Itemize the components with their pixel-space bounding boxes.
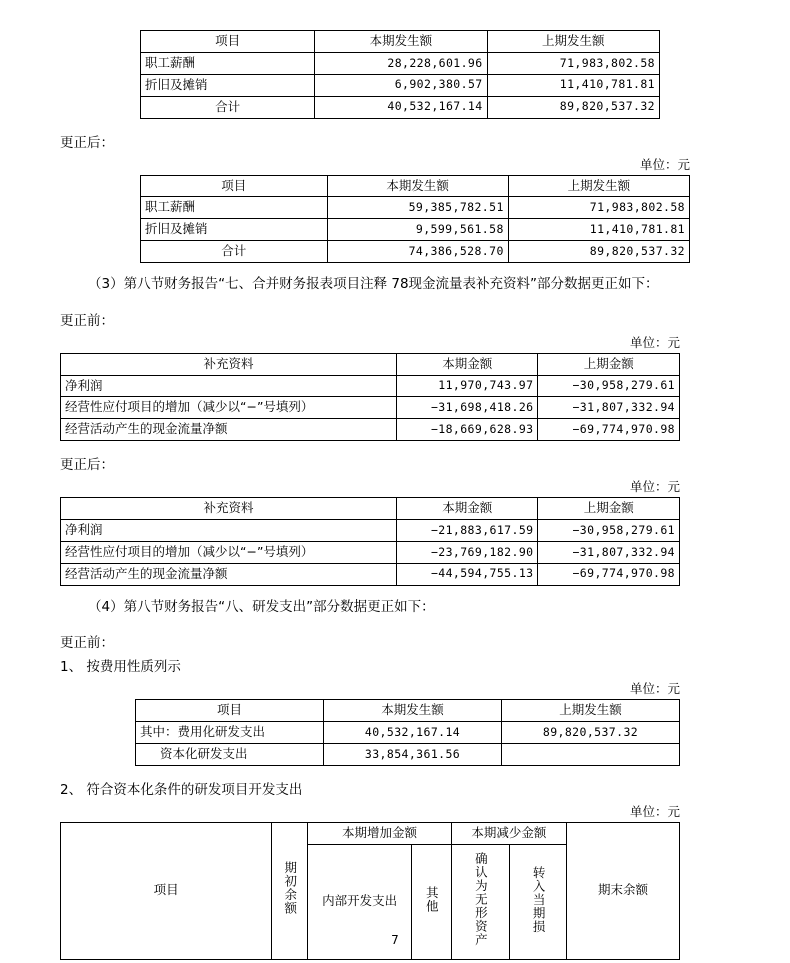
table-wrapper-1 bbox=[140, 30, 660, 119]
cell-value: −69,774,970.98 bbox=[538, 563, 680, 585]
row-label: 净利润 bbox=[61, 520, 397, 542]
column-header: 上期发生额 bbox=[487, 31, 659, 53]
column-header: 本期金额 bbox=[396, 498, 538, 520]
after-correction-label-1: 更正后： bbox=[60, 134, 114, 151]
cell-value: −21,883,617.59 bbox=[396, 520, 538, 542]
row-label: 合计 bbox=[141, 96, 315, 118]
cell-value: 11,410,781.81 bbox=[508, 219, 689, 241]
cell-value: −31,807,332.94 bbox=[538, 541, 680, 563]
cell-value: 89,820,537.32 bbox=[502, 722, 680, 744]
table-row bbox=[61, 419, 680, 441]
column-header: 项目 bbox=[136, 700, 324, 722]
subcolumn-internal-development: 内部开发支出 bbox=[308, 844, 412, 959]
table-header-row bbox=[141, 31, 660, 53]
row-label: 经营活动产生的现金流量净额 bbox=[61, 419, 397, 441]
row-label: 经营性应付项目的增加（减少以“−”号填列） bbox=[61, 541, 397, 563]
cell-value: 11,410,781.81 bbox=[487, 74, 659, 96]
column-header-decrease: 本期减少金额 bbox=[451, 822, 566, 844]
data-table-2 bbox=[140, 175, 690, 264]
column-header-ending-balance: 期末余额 bbox=[567, 822, 680, 959]
table-header-row bbox=[141, 175, 690, 197]
table-row bbox=[141, 219, 690, 241]
row-label: 职工薪酬 bbox=[141, 197, 328, 219]
cell-value: −30,958,279.61 bbox=[538, 520, 680, 542]
cell-value: −30,958,279.61 bbox=[538, 375, 680, 397]
cell-value bbox=[502, 744, 680, 766]
column-header: 项目 bbox=[141, 175, 328, 197]
table-row bbox=[141, 96, 660, 118]
cell-value: 71,983,802.58 bbox=[508, 197, 689, 219]
unit-label-4: 单位：元 bbox=[629, 479, 680, 495]
row-label: 经营性应付项目的增加（减少以“−”号填列） bbox=[61, 397, 397, 419]
table-row bbox=[141, 197, 690, 219]
table-header-row bbox=[61, 498, 680, 520]
cell-value: 6,902,380.57 bbox=[315, 74, 487, 96]
vertical-text: 其他 bbox=[424, 885, 440, 913]
paragraph-4: （4）第八节财务报告“八、研发支出”部分数据更正如下： bbox=[88, 598, 435, 615]
before-correction-label-3: 更正前： bbox=[60, 635, 114, 652]
data-table-4 bbox=[60, 497, 680, 586]
vertical-text: 期初余额 bbox=[282, 861, 298, 916]
table-wrapper-5 bbox=[135, 699, 680, 766]
subsection-2: 2、 符合资本化条件的研发项目开发支出 bbox=[60, 781, 303, 798]
row-label: 折旧及摊销 bbox=[141, 219, 328, 241]
cell-value: 28,228,601.96 bbox=[315, 52, 487, 74]
column-header: 上期发生额 bbox=[502, 700, 680, 722]
table-row bbox=[141, 241, 690, 263]
data-table-3 bbox=[60, 353, 680, 442]
vertical-text: 确认为无形资产 bbox=[473, 852, 489, 947]
table-header-row bbox=[136, 700, 680, 722]
cell-value: −31,698,418.26 bbox=[396, 397, 538, 419]
table-row bbox=[141, 52, 660, 74]
column-header: 本期发生额 bbox=[324, 700, 502, 722]
row-label: 合计 bbox=[141, 241, 328, 263]
row-label: 净利润 bbox=[61, 375, 397, 397]
table-row bbox=[136, 744, 680, 766]
column-header: 上期发生额 bbox=[508, 175, 689, 197]
row-label: 职工薪酬 bbox=[141, 52, 315, 74]
cell-value: −69,774,970.98 bbox=[538, 419, 680, 441]
row-label: 折旧及摊销 bbox=[141, 74, 315, 96]
row-label: 其中：费用化研发支出 bbox=[136, 722, 324, 744]
unit-label-2: 单位：元 bbox=[639, 156, 690, 172]
cell-value: 40,532,167.14 bbox=[324, 722, 502, 744]
cell-value: 89,820,537.32 bbox=[508, 241, 689, 263]
column-header: 本期金额 bbox=[396, 353, 538, 375]
after-correction-label-2: 更正后： bbox=[60, 457, 114, 474]
column-header: 上期金额 bbox=[538, 353, 680, 375]
row-label: 经营活动产生的现金流量净额 bbox=[61, 563, 397, 585]
table-wrapper-2 bbox=[140, 175, 690, 264]
data-table-1 bbox=[140, 30, 660, 119]
column-header-increase: 本期增加金额 bbox=[308, 822, 451, 844]
cell-value: 74,386,528.70 bbox=[327, 241, 508, 263]
subsection-1: 1、 按费用性质列示 bbox=[60, 659, 181, 676]
column-header: 本期发生额 bbox=[327, 175, 508, 197]
cell-value: 89,820,537.32 bbox=[487, 96, 659, 118]
paragraph-3: （3）第八节财务报告“七、合并财务报表项目注释 78现金流量表补充资料”部分数据更正如下： bbox=[88, 276, 659, 292]
table-row bbox=[61, 397, 680, 419]
column-header: 上期金额 bbox=[538, 498, 680, 520]
table-wrapper-4 bbox=[60, 497, 680, 586]
column-header: 本期发生额 bbox=[315, 31, 487, 53]
cell-value: −18,669,628.93 bbox=[396, 419, 538, 441]
table-header-row bbox=[61, 822, 680, 844]
column-header: 项目 bbox=[141, 31, 315, 53]
table-row bbox=[141, 74, 660, 96]
vertical-text: 转入当期损 bbox=[531, 865, 547, 934]
data-table-5 bbox=[135, 699, 680, 766]
cell-value: 71,983,802.58 bbox=[487, 52, 659, 74]
cell-value: −23,769,182.90 bbox=[396, 541, 538, 563]
cell-value: 40,532,167.14 bbox=[315, 96, 487, 118]
column-header-item: 项目 bbox=[61, 822, 272, 959]
table-row bbox=[61, 541, 680, 563]
table-row bbox=[136, 722, 680, 744]
table-row bbox=[61, 375, 680, 397]
table-row bbox=[61, 520, 680, 542]
cell-value: 11,970,743.97 bbox=[396, 375, 538, 397]
before-correction-label-2: 更正前： bbox=[60, 312, 114, 329]
cell-value: 59,385,782.51 bbox=[327, 197, 508, 219]
cell-value: 33,854,361.56 bbox=[324, 744, 502, 766]
cell-value: −31,807,332.94 bbox=[538, 397, 680, 419]
cell-value: −44,594,755.13 bbox=[396, 563, 538, 585]
table-wrapper-3 bbox=[60, 353, 680, 442]
column-header: 补充资料 bbox=[61, 498, 397, 520]
column-header: 补充资料 bbox=[61, 353, 397, 375]
unit-label-3: 单位：元 bbox=[629, 334, 680, 350]
table-row bbox=[61, 563, 680, 585]
unit-label-5: 单位：元 bbox=[629, 681, 680, 697]
cell-value: 9,599,561.58 bbox=[327, 219, 508, 241]
table-header-row bbox=[61, 353, 680, 375]
row-label: 资本化研发支出 bbox=[136, 744, 324, 766]
page-number: 7 bbox=[391, 933, 399, 947]
unit-label-6: 单位：元 bbox=[629, 803, 680, 819]
